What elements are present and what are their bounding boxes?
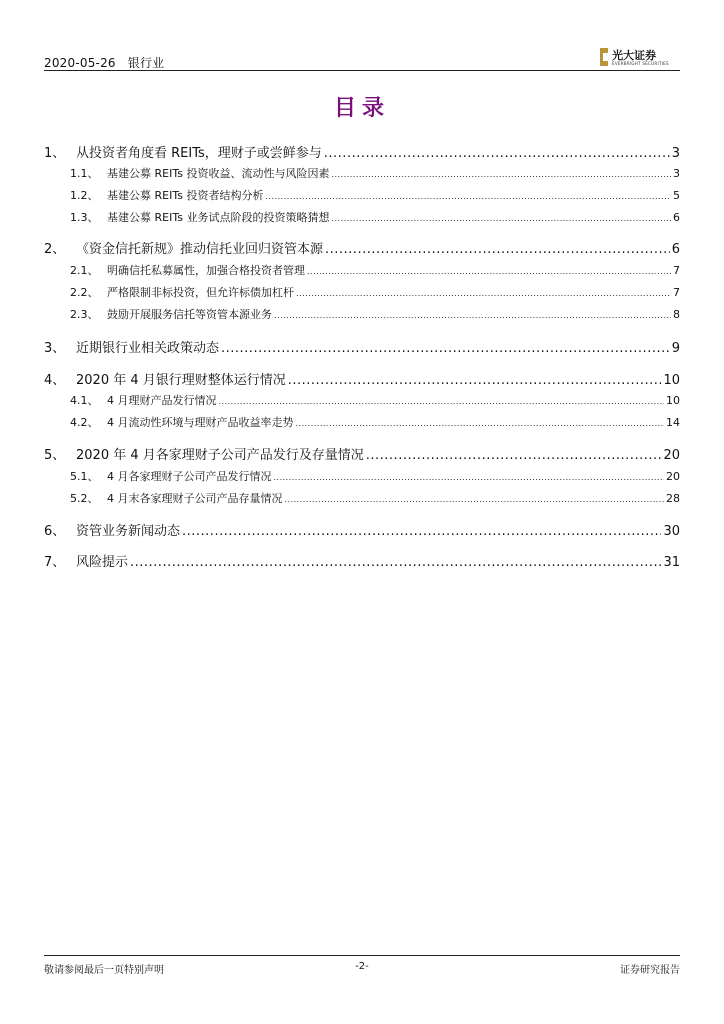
toc-title: 基建公募 REITs 投资者结构分析 [107, 189, 264, 202]
toc-leader [325, 242, 670, 257]
toc-page: 10 [663, 373, 680, 388]
report-industry: 银行业 [127, 56, 165, 70]
toc-leader [307, 264, 671, 277]
toc-title: 近期银行业相关政策动态 [76, 341, 220, 356]
toc-title: 严格限制非标投资，但允许标债加杠杆 [107, 286, 294, 299]
toc-title: 风险提示 [76, 555, 129, 570]
toc-title: 4 月理财产品发行情况 [107, 394, 217, 407]
disclaimer-note: 敬请参阅最后一页特别声明 [44, 965, 164, 976]
toc-page: 3 [671, 146, 680, 161]
toc-entry[interactable] [44, 238, 680, 257]
toc-number: 1.3、 [70, 211, 99, 224]
toc-page: 28 [666, 492, 680, 505]
toc-page: 6 [671, 242, 680, 257]
toc-page: 31 [663, 555, 680, 570]
toc-title: 4 月流动性环境与理财产品收益率走势 [107, 416, 294, 429]
toc-number: 7、 [44, 555, 66, 570]
page-header [44, 46, 680, 70]
toc-leader [182, 524, 661, 539]
toc-leader [324, 146, 670, 161]
toc-page: 20 [663, 448, 680, 463]
toc-entry[interactable] [44, 209, 680, 225]
toc-entry[interactable] [44, 187, 680, 203]
toc-leader [366, 448, 662, 463]
toc-leader [265, 189, 671, 202]
toc-number: 5.2、 [70, 492, 99, 505]
toc-number: 1.2、 [70, 189, 99, 202]
toc-number: 3、 [44, 341, 66, 356]
toc-leader [219, 394, 665, 407]
toc-number: 4、 [44, 373, 66, 388]
logo-subtext: EVERBRIGHT SECURITIES [612, 61, 669, 66]
header-meta [44, 54, 164, 71]
logo-text: 光大证券 [612, 49, 656, 62]
toc-entry[interactable] [44, 551, 680, 570]
toc-page: 9 [671, 341, 680, 356]
toc-entry[interactable] [44, 414, 680, 430]
toc-number: 2.3、 [70, 308, 99, 321]
toc-number: 2.1、 [70, 264, 99, 277]
toc-number: 5.1、 [70, 470, 99, 483]
toc-entry[interactable] [44, 369, 680, 388]
page-title: 目录 [333, 96, 390, 121]
toc-leader [221, 341, 670, 356]
company-logo [600, 46, 680, 70]
toc-number: 4.1、 [70, 394, 99, 407]
toc-leader [130, 555, 661, 570]
toc-page: 7 [673, 264, 680, 277]
toc-title: 基建公募 REITs 投资收益、流动性与风险因素 [107, 167, 330, 180]
page-number: -2- [355, 961, 369, 972]
toc-entry[interactable] [44, 262, 680, 278]
toc-number: 1、 [44, 146, 66, 161]
toc-title: 鼓励开展服务信托等资管本源业务 [107, 308, 272, 321]
toc-page: 10 [666, 394, 680, 407]
toc-number: 4.2、 [70, 416, 99, 429]
toc-title: 4 月各家理财子公司产品发行情况 [107, 470, 272, 483]
toc-leader [331, 167, 671, 180]
toc-leader [285, 492, 665, 505]
report-date: 2020-05-26 [44, 56, 116, 70]
toc-entry[interactable] [44, 490, 680, 506]
toc-title: 《资金信托新规》推动信托业回归资管本源 [76, 242, 324, 257]
toc-leader [296, 416, 665, 429]
toc-page: 3 [673, 167, 680, 180]
toc-entry[interactable] [44, 337, 680, 356]
toc-number: 2.2、 [70, 286, 99, 299]
toc-entry[interactable] [44, 468, 680, 484]
toc-entry[interactable] [44, 392, 680, 408]
header-divider [44, 70, 680, 71]
report-type: 证券研究报告 [620, 965, 680, 976]
toc-number: 5、 [44, 448, 66, 463]
toc-title: 资管业务新闻动态 [76, 524, 181, 539]
toc-title: 从投资者角度看 REITs，理财子或尝鲜参与 [76, 146, 322, 161]
toc-entry[interactable] [44, 142, 680, 161]
toc-title: 2020 年 4 月各家理财子公司产品发行及存量情况 [76, 448, 364, 463]
toc-leader [274, 308, 671, 321]
logo-mark-icon [600, 48, 608, 66]
toc-page: 14 [666, 416, 680, 429]
toc-entry[interactable] [44, 284, 680, 300]
toc-page: 30 [663, 524, 680, 539]
toc-page: 5 [673, 189, 680, 202]
toc-title: 4 月末各家理财子公司产品存量情况 [107, 492, 283, 505]
toc-title: 基建公募 REITs 业务试点阶段的投资策略猜想 [107, 211, 330, 224]
toc-page: 20 [666, 470, 680, 483]
toc-page: 8 [673, 308, 680, 321]
footer-divider [44, 955, 680, 956]
toc-title: 明确信托私募属性，加强合格投资者管理 [107, 264, 305, 277]
toc-number: 1.1、 [70, 167, 99, 180]
toc-entry[interactable] [44, 444, 680, 463]
toc-title: 2020 年 4 月银行理财整体运行情况 [76, 373, 286, 388]
toc-entry[interactable] [44, 306, 680, 322]
toc-leader [331, 211, 671, 224]
toc-leader [288, 373, 662, 388]
toc-entry[interactable] [44, 165, 680, 181]
toc-page: 6 [673, 211, 680, 224]
toc-leader [296, 286, 671, 299]
toc-entry[interactable] [44, 520, 680, 539]
toc-page: 7 [673, 286, 680, 299]
toc-leader [274, 470, 665, 483]
toc-number: 2、 [44, 242, 66, 257]
toc-number: 6、 [44, 524, 66, 539]
